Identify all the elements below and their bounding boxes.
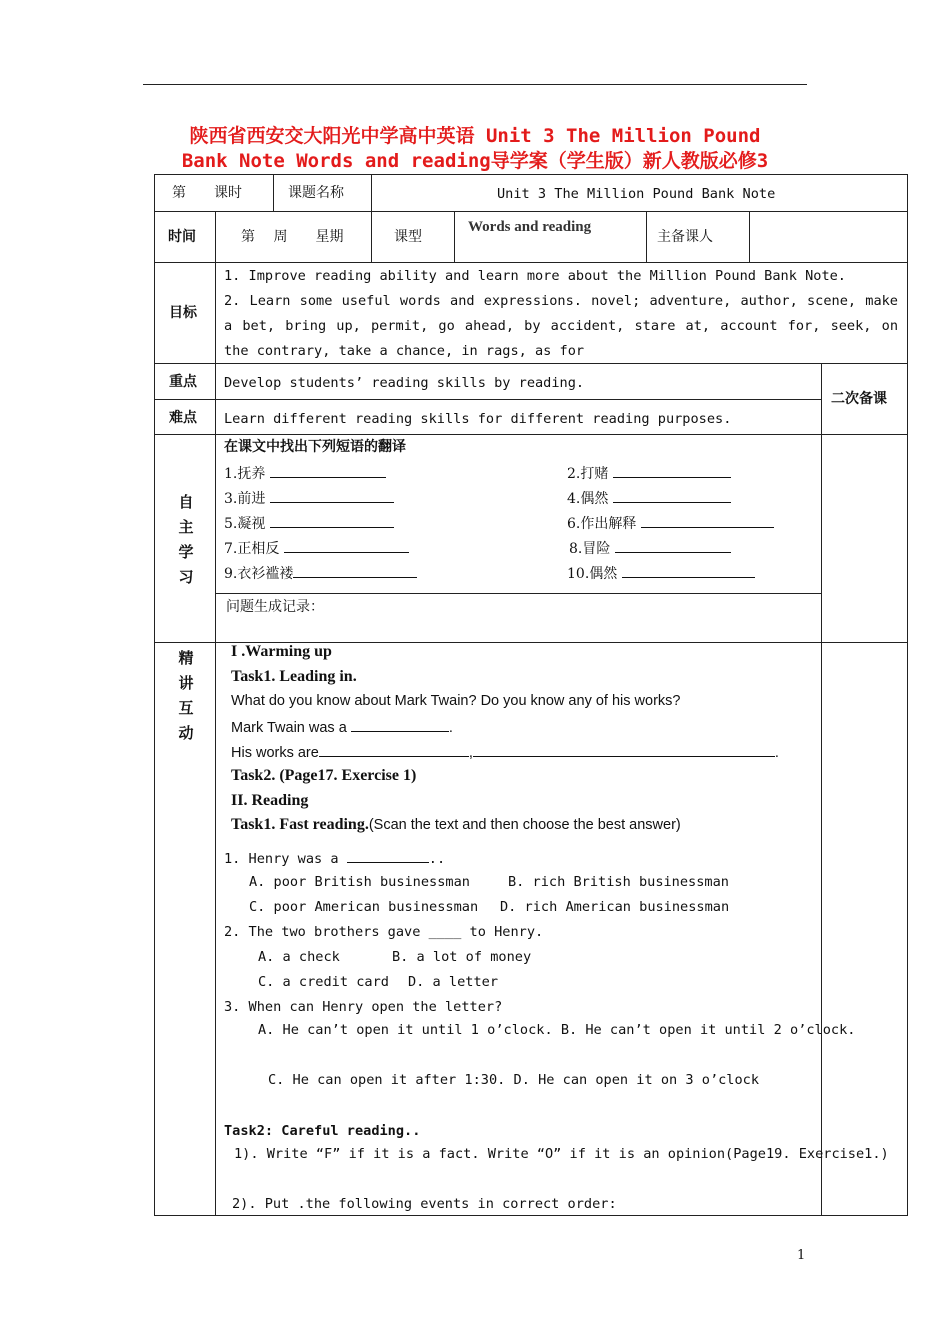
title-line-2: Bank Note Words and reading导学案（学生版）新人教版必修3 [181, 150, 769, 172]
question-record-label: 问题生成记录： [226, 599, 324, 615]
phrase-label: 9.衣衫褴褛 [224, 566, 294, 582]
works-are-text: His works are [231, 745, 319, 761]
answer-blank[interactable] [270, 488, 394, 503]
mark-twain-question: What do you know about Mark Twain? Do you know any of his works? [231, 693, 681, 709]
warming-up-heading: I .Warming up [231, 643, 332, 660]
self-study-label: 自主学习 [178, 493, 194, 586]
careful-reading-2: 2). Put .the following events in correct order: [232, 1196, 617, 1212]
phrase-item [224, 513, 394, 533]
task2-page-heading: Task2. (Page17. Exercise 1) [231, 767, 417, 784]
goal-item-2: 2. Learn some useful words and expressions. novel; adventure, author, scene, make a bet, bring up, permit, go ahead, by accident, stare at, account for, seek, on the contrary, take a chance, in rags, as for [224, 293, 898, 359]
options-3ab[interactable]: A. He can’t open it until 1 o’clock. B. He can’t open it until 2 o’clock. [258, 1022, 856, 1038]
option-1c[interactable]: C. poor American businessman [249, 899, 479, 915]
answer-blank[interactable] [270, 463, 386, 478]
goal-item-1: 1. Improve reading ability and learn more about the Million Pound Bank Note. [224, 268, 846, 284]
answer-blank[interactable] [622, 563, 755, 578]
type-value: Words and reading [468, 219, 592, 235]
goals-text [224, 264, 898, 364]
topic-value: Unit 3 The Million Pound Bank Note [497, 186, 776, 202]
second-prep-label: 二次备课 [831, 391, 887, 407]
task1-leading-heading: Task1. Leading in. [231, 668, 357, 685]
key-points-text: Develop students’ reading skills by reading. [224, 375, 585, 391]
twain-was-line: Mark Twain was a . [231, 717, 453, 737]
option-2b[interactable]: B. a lot of money [392, 949, 532, 965]
lecture-label: 精讲互动 [178, 649, 194, 742]
goals-label: 目标 [169, 305, 197, 321]
careful-reading-1: 1). Write “F” if it is a fact. Write “O” if it is an opinion(Page19. Exercise1.) [234, 1146, 889, 1162]
phrase-label: 5.凝视 [224, 516, 266, 532]
answer-blank[interactable] [293, 563, 417, 578]
phrase-item [224, 563, 417, 583]
fast-reading-line [231, 816, 681, 834]
phrase-label: 3.前进 [224, 491, 266, 507]
option-2c[interactable]: C. a credit card [258, 974, 389, 990]
phrase-label: 10.偶然 [567, 566, 618, 582]
teacher-label: 主备课人 [657, 229, 713, 245]
self-study-instruction: 在课文中找出下列短语的翻译 [224, 439, 406, 455]
reading-heading: II. Reading [231, 792, 309, 809]
option-2d[interactable]: D. a letter [408, 974, 499, 990]
question-3: 3. When can Henry open the letter? [224, 999, 503, 1015]
fast-reading-note: (Scan the text and then choose the best answer) [368, 817, 681, 833]
phrase-item [567, 463, 731, 483]
key-points-label: 重点 [169, 374, 197, 390]
options-3cd[interactable]: C. He can open it after 1:30. D. He can open it on 3 o’clock [268, 1072, 760, 1088]
answer-blank[interactable] [613, 463, 731, 478]
phrase-label: 4.偶然 [567, 491, 609, 507]
option-2a[interactable]: A. a check [258, 949, 340, 965]
fast-reading-heading: Task1. Fast reading. [231, 816, 369, 833]
phrase-item [567, 563, 755, 583]
phrase-item [224, 488, 394, 508]
question-1-end: .. [428, 851, 446, 867]
answer-blank[interactable] [319, 742, 469, 757]
answer-blank[interactable] [284, 538, 409, 553]
difficulties-text: Learn different reading skills for different reading purposes. [224, 411, 732, 427]
phrase-item [569, 538, 731, 558]
phrase-label: 7.正相反 [224, 541, 280, 557]
phrase-label: 8.冒险 [569, 541, 611, 557]
answer-blank[interactable] [270, 513, 394, 528]
twain-was-text: Mark Twain was a [231, 720, 347, 736]
difficulties-label: 难点 [169, 410, 197, 426]
page-number: 1 [797, 1248, 806, 1263]
answer-blank[interactable] [347, 848, 429, 863]
phrase-label: 1.抚养 [224, 466, 266, 482]
phrase-item [567, 513, 774, 533]
answer-blank[interactable] [473, 742, 775, 757]
lesson-label: 第 课时 [172, 185, 242, 201]
option-1b[interactable]: B. rich British businessman [508, 874, 729, 890]
careful-reading-heading: Task2: Careful reading.. [224, 1123, 421, 1139]
option-1a[interactable]: A. poor British businessman [249, 874, 470, 890]
type-label: 课型 [394, 229, 422, 245]
phrase-item [567, 488, 731, 508]
answer-blank[interactable] [613, 488, 731, 503]
time-label: 时间 [168, 229, 196, 245]
phrase-item [224, 463, 386, 483]
answer-blank[interactable] [351, 717, 449, 732]
question-1-text: 1. Henry was a [224, 851, 347, 867]
answer-blank[interactable] [641, 513, 774, 528]
topic-label: 课题名称 [288, 185, 344, 201]
phrase-item [224, 538, 409, 558]
phrase-label: 6.作出解释 [567, 516, 637, 532]
week-label: 第 周 星期 [241, 229, 344, 245]
question-2: 2. The two brothers gave ____ to Henry. [224, 924, 544, 940]
works-are-line: His works are , . [231, 742, 779, 762]
option-1d[interactable]: D. rich American businessman [500, 899, 730, 915]
title-line-1: 陕西省西安交大阳光中学高中英语 Unit 3 The Million Pound [189, 125, 761, 147]
answer-blank[interactable] [615, 538, 731, 553]
phrase-label: 2.打赌 [567, 466, 609, 482]
question-1 [224, 848, 445, 868]
